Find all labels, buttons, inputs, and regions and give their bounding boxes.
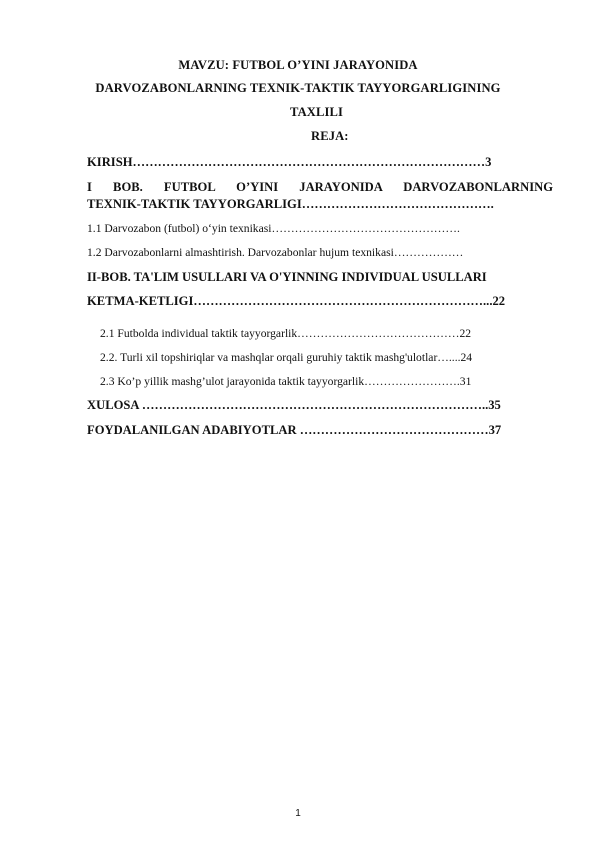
title-line-3: TAXLILI <box>290 105 343 119</box>
toc-item-chapter-2: II-BOB. TA'LIM USULLARI VA O'YINNING INDIVIDUAL USULLARI <box>87 270 487 284</box>
page-number: 1 <box>295 808 301 819</box>
toc-item-1-1: 1.1 Darvozabon (futbol) o‘yin texnikasi…………………………………………. <box>87 222 460 235</box>
toc-item-1-2: 1.2 Darvozabonlarni almashtirish. Darvozabonlar hujum texnikasi……………… <box>87 246 464 259</box>
toc-item-chapter-1-cont: TEXNIK-TAKTIK TAYYORGARLIGI………………………………………. <box>87 197 494 211</box>
toc-item-2-3: 2.3 Ko’p yillik mashg’ulot jarayonida taktik tayyorgarlik…………………….31 <box>100 375 472 388</box>
toc-item-conclusion: XULOSA ………………………………………………………………………..35 <box>87 398 501 412</box>
toc-item-introduction: KIRISH…………………………………………………………………………3 <box>87 155 492 169</box>
toc-item-chapter-2-cont: KETMA-KETLIGI……………………………………………………………...22 <box>87 294 506 308</box>
toc-item-2-1: 2.1 Futbolda individual taktik tayyorgarlik……………………………………22 <box>100 327 472 340</box>
toc-item-references: FOYDALANILGAN ADABIYOTLAR ………………………………………37 <box>87 423 502 437</box>
title-line-1: MAVZU: FUTBOL O’YINI JARAYONIDA <box>178 58 418 72</box>
title-line-2: DARVOZABONLARNING TEXNIK-TAKTIK TAYYORGARLIGINING <box>95 81 501 95</box>
toc-item-2-2: 2.2. Turli xil topshiriqlar va mashqlar orqali guruhiy taktik mashg'ulotlar…....24 <box>100 351 473 364</box>
plan-heading: REJA: <box>311 129 349 143</box>
toc-item-chapter-1: I BOB. FUTBOL O’YINI JARAYONIDA DARVOZABONLARNING <box>87 180 553 194</box>
